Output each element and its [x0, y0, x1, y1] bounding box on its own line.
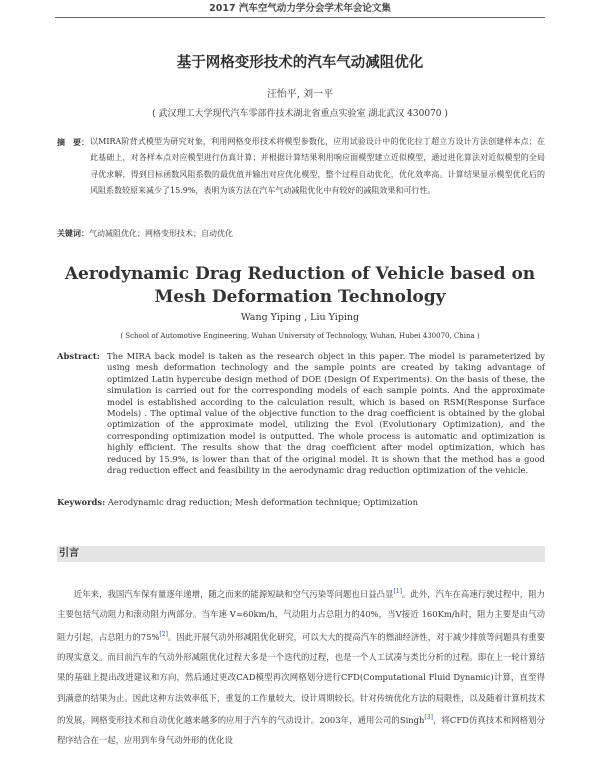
english-abstract-text: The MIRA back model is taken as the research object in this paper. The model is parameterized by using mesh deformation technology and the sample points are created by taking advantage of optimized Latin hypercube design method of DOE (Design Of Experiments). On the basis of these, the simulation is carried out for the corresponding models of each sample points. And the approximate model is established according to the calculation result, which is based on RSM(Response Surface Models) . The optimal value of the objective function to the drag coefficient is obtained by the global optimization of the approximate model, utilizing the Evol (Evolutionary Optimization), and the corresponding optimization model is outputted. The whole process is automatic and optimization is highly efficient. The results show that the drag coefficient after model optimization, which has reduced by 15.9%, is lower than that of the original model. It is shown that the method has a good drag reduction effect and feasibility in the aerodynamic drag reduction optimization of the vehicle.: [107, 351, 545, 476]
body-text-segment: 。因此开展气动外形减阻优化研究，可以大大的提高汽车的燃油经济性，对于减少排放等问题具有重要的现实意义。而目前汽车的气动外形减阻优化过程大多是一个迭代的过程，也是一个人工试凑与类比分析的过程。即在上一轮计算结果的基础上提出改进建议和方向，然后通过更改CAD模型再次网格划分进行CFD(Computational Fluid Dynamic)计算，直至得到满意的结果为止。因此这种方法效率低下，重复的工作量较大，设计周期较长。针对传统优化方法的局限性，以及随着计算机技术的发展，网格变形技术和自动优化越来越多的应用于汽车的气动设计。2003年，通用公司的Singh: [57, 631, 545, 725]
english-keywords-text: Aerodynamic drag reduction; Mesh deformation technique; Optimization: [107, 497, 418, 507]
introduction-paragraph: [57, 582, 545, 751]
english-abstract: [57, 351, 545, 476]
running-header: 2017 汽车空气动力学分会学术年会论文集: [209, 3, 391, 14]
introduction-body: [57, 582, 545, 751]
header-rule: [55, 17, 545, 18]
citation-ref-2[interactable]: [2]: [159, 630, 168, 638]
english-title: Aerodynamic Drag Reduction of Vehicle based on Mesh Deformation Technology: [64, 264, 536, 307]
english-affiliation: ( School of Automotive Engineering, Wuhan University of Technology, Wuhan, Hubei 430070, China ): [120, 332, 480, 340]
chinese-keywords-label: 关键词：: [57, 228, 89, 238]
citation-ref-3[interactable]: [3]: [424, 714, 433, 722]
english-authors: Wang Yiping , Liu Yiping: [240, 312, 360, 323]
english-keywords-label: Keywords:: [57, 497, 106, 507]
chinese-keywords-text: 气动减阻优化；网格变形技术；自动优化: [89, 229, 233, 238]
chinese-keywords: [57, 228, 545, 239]
chinese-authors: 汪怡平, 刘一平: [266, 89, 334, 100]
chinese-title: 基于网格变形技术的汽车气动减阻优化: [176, 54, 424, 71]
chinese-affiliation: ( 武汉理工大学现代汽车零部件技术湖北省重点实验室 湖北武汉 430070 ): [152, 109, 448, 119]
section-title-introduction: 引言: [59, 548, 79, 559]
body-text-segment: 。此外，汽车在高速行驶过程中，阻力主要包括气动阻力和滚动阻力两部分。当车速 V=60km/h，气动阻力占总阻力的40%，当V接近 160Km/h时，阻力主要是由气动阻力引起，占总阻力的75%: [57, 588, 546, 642]
body-text-segment: ，将CFD仿真技术和网格划分程序结合在一起，应用到车身气动外形的优化设: [57, 714, 545, 746]
chinese-abstract-text: 以MIRA阶背式模型为研究对象，利用网格变形技术将模型参数化，应用试验设计中的优化拉丁超立方设计方法创建样本点；在此基础上，对各样本点对应模型进行仿真计算；并根据计算结果利用响应面模型建立近似模型，通过进化算法对近似模型的全局寻优求解，得到目标函数风阻系数的最优值并输出对应优化模型，整个过程自动优化，优化效率高。计算结果显示模型优化后的风阻系数较原来减少了15.9%，表明为该方法在汽车气动减阻优化中有较好的减阻效果和可行性。: [90, 137, 545, 195]
chinese-abstract-label: 摘 要：: [57, 137, 89, 147]
citation-ref-1[interactable]: [1]: [393, 588, 402, 595]
section-heading-bar: [57, 546, 545, 562]
english-abstract-label: Abstract:: [57, 351, 100, 361]
chinese-abstract: [57, 134, 545, 199]
english-keywords: [57, 497, 545, 507]
body-text-segment: 近年来，我国汽车保有量逐年递增，随之而来的能源短缺和空气污染等问题也日益凸显: [73, 588, 394, 599]
